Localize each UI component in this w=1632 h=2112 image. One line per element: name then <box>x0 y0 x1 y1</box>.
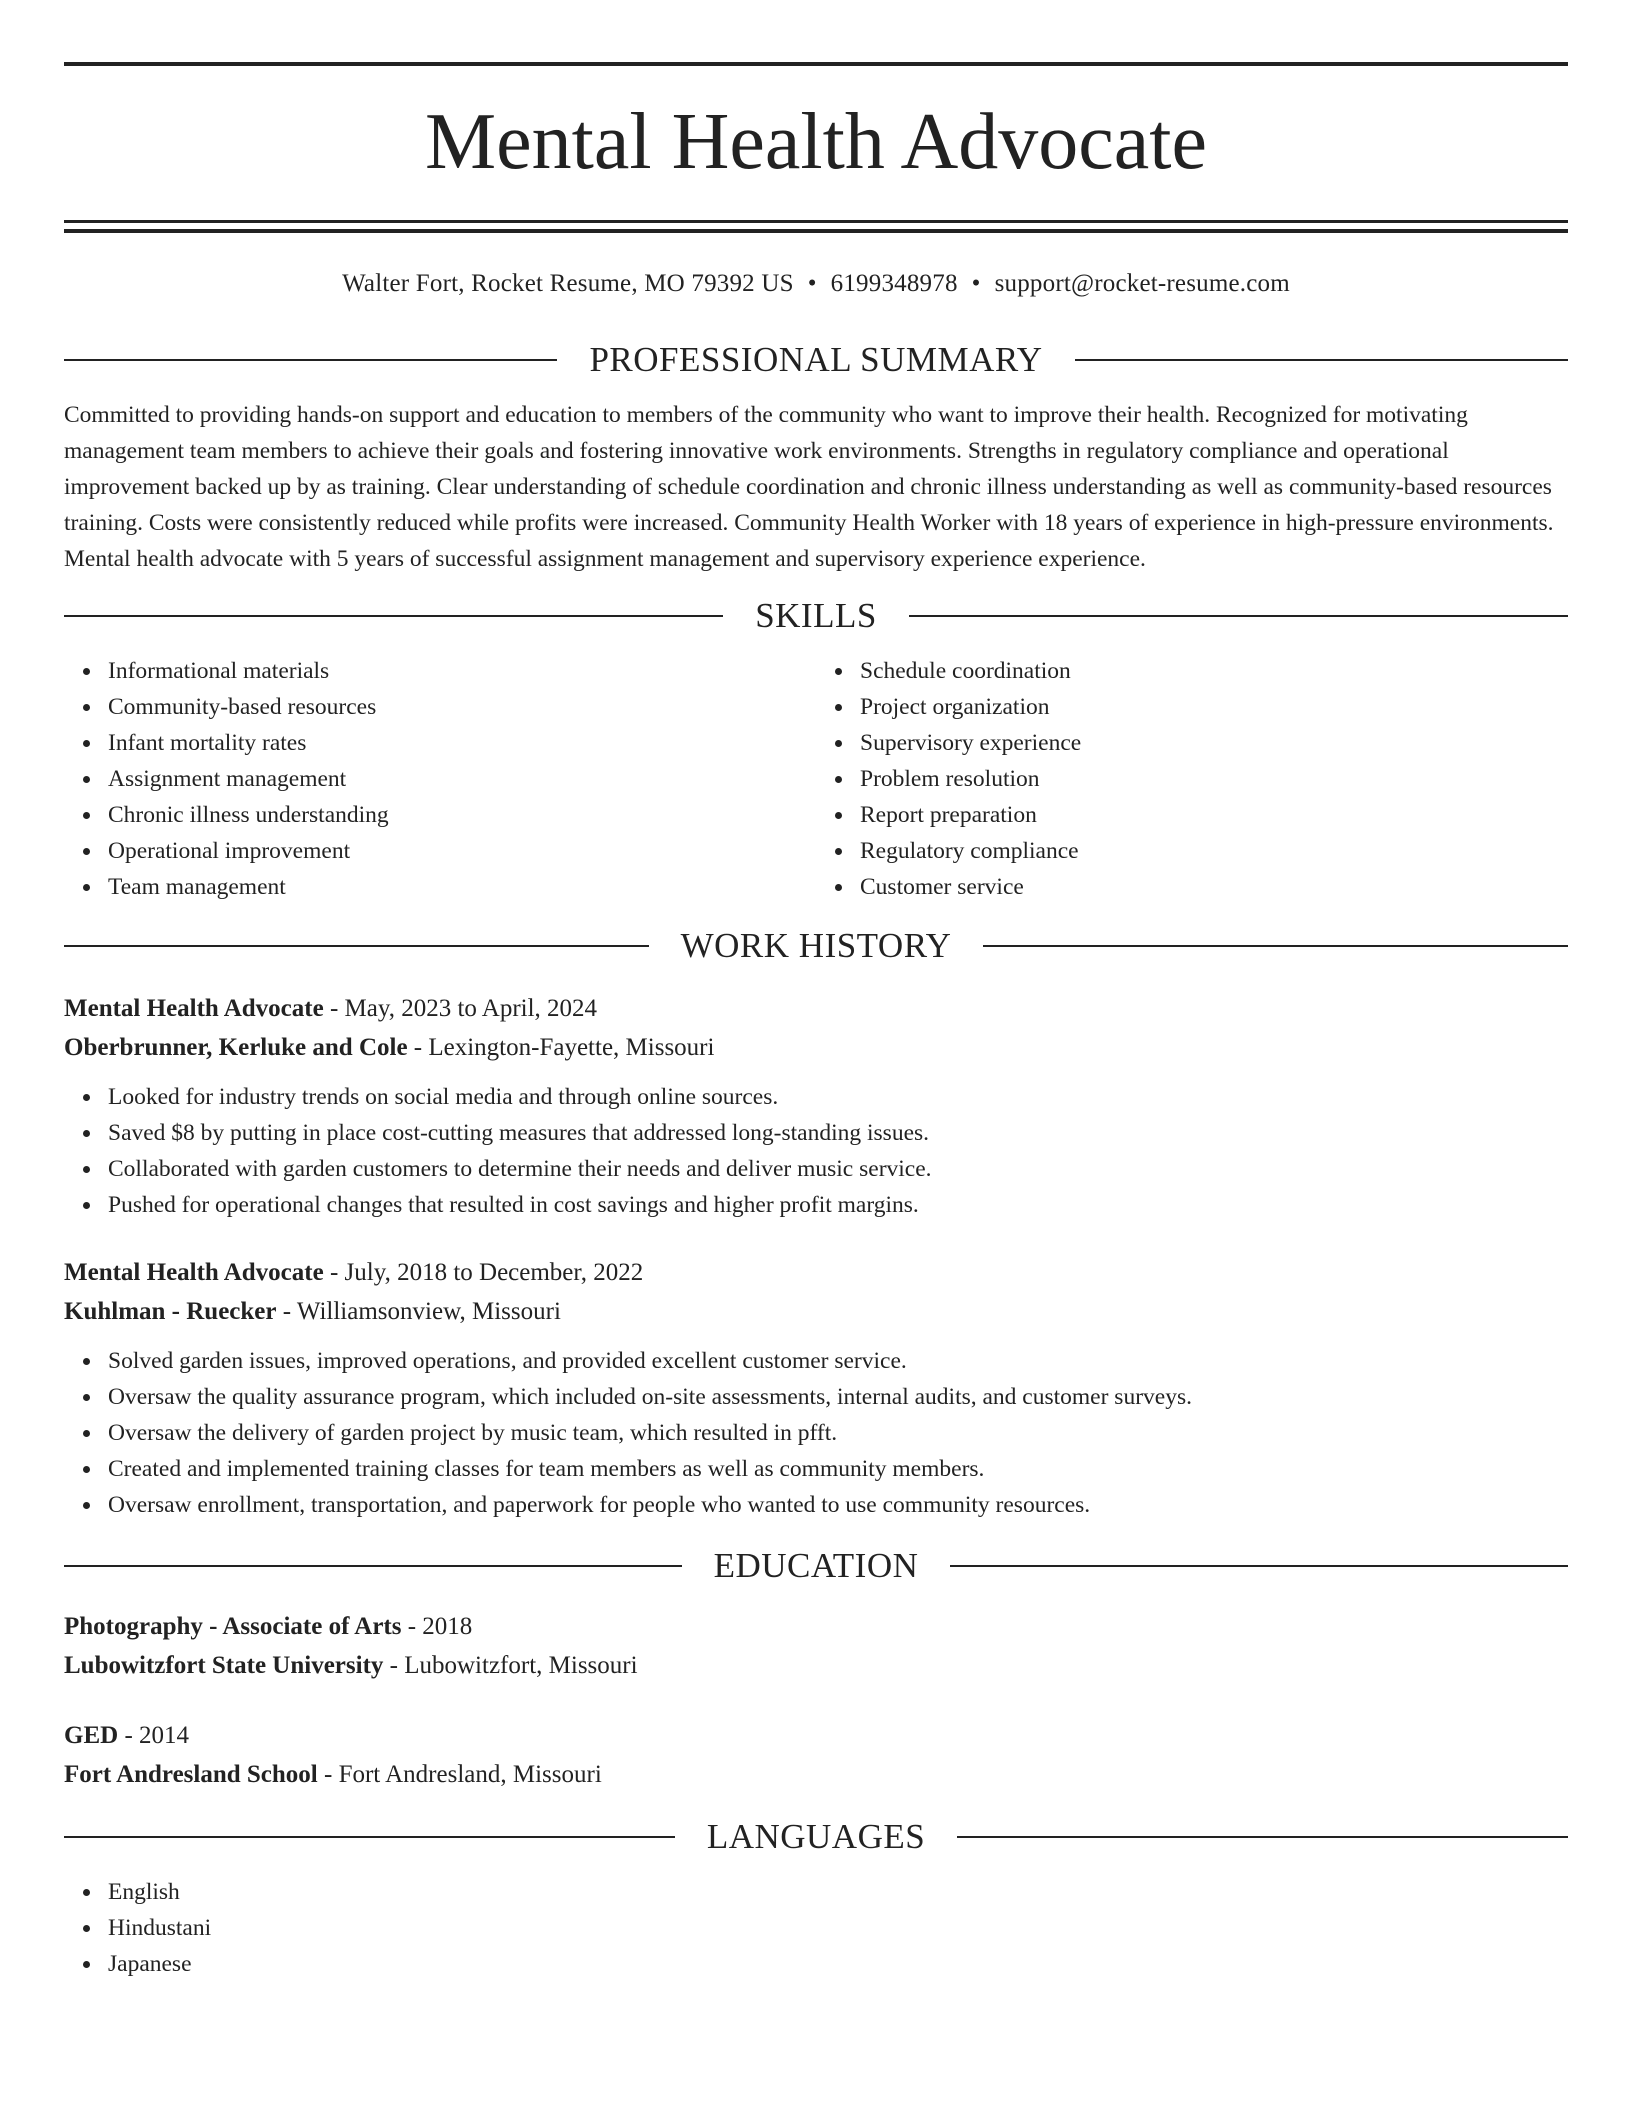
resume-title: Mental Health Advocate <box>425 98 1207 186</box>
job-title: Mental Health Advocate <box>64 1259 324 1286</box>
education-school-line <box>64 1646 1568 1685</box>
skill-item: Assignment management <box>108 761 816 797</box>
skill-item: Infant mortality rates <box>108 725 816 761</box>
contact-separator: • <box>971 270 981 297</box>
skill-item: Report preparation <box>860 797 1568 833</box>
job-bullet: Pushed for operational changes that resulted in cost savings and higher profit margins. <box>108 1187 1568 1223</box>
education-school: Lubowitzfort State University <box>64 1652 384 1679</box>
job-bullet: Oversaw enrollment, transportation, and paperwork for people who wanted to use community resources. <box>108 1487 1568 1523</box>
language-item: Hindustani <box>108 1910 1568 1946</box>
education-degree-line <box>64 1716 1568 1755</box>
skill-item: Supervisory experience <box>860 725 1568 761</box>
skill-item: Team management <box>108 869 816 905</box>
job-dates: - July, 2018 to December, 2022 <box>323 1259 644 1286</box>
skill-item: Operational improvement <box>108 833 816 869</box>
job-company: Oberbrunner, Kerluke and Cole <box>64 1034 408 1061</box>
contact-address: Walter Fort, Rocket Resume, MO 79392 US <box>342 270 794 297</box>
language-item: Japanese <box>108 1946 1568 1982</box>
education-degree: Photography - Associate of Arts <box>64 1613 402 1640</box>
divider-line <box>64 359 557 361</box>
skill-item: Problem resolution <box>860 761 1568 797</box>
contact-email: support@rocket-resume.com <box>994 270 1290 297</box>
section-title-skills: SKILLS <box>755 596 877 635</box>
skill-item: Chronic illness understanding <box>108 797 816 833</box>
contact-line <box>64 269 1568 299</box>
job-bullet: Solved garden issues, improved operations, and provided excellent customer service. <box>108 1343 1568 1379</box>
summary-text: Committed to providing hands-on support and education to members of the community who want to improve their health. Recognized for motivating management team members to achieve their goals and fostering innovative work environments. Strengths in regulatory compliance and operational improvement backed up by as training. Clear understanding of schedule coordination and chronic illness understanding as well as community-based resources training. Costs were consistently reduced while profits were increased. Community Health Worker with 18 years of experience in high-pressure environments. Mental health advocate with 5 years of successful assignment management and supervisory experience experience. <box>64 402 1554 572</box>
section-header-education <box>64 1545 1568 1587</box>
top-rule <box>64 62 1568 66</box>
job-company: Kuhlman - Ruecker <box>64 1298 277 1325</box>
job-bullet: Saved $8 by putting in place cost-cutting measures that addressed long-standing issues. <box>108 1115 1568 1151</box>
job-bullet: Created and implemented training classes for team members as well as community members. <box>108 1451 1568 1487</box>
divider-line <box>909 615 1568 617</box>
skill-item: Regulatory compliance <box>860 833 1568 869</box>
divider-line <box>957 1836 1568 1838</box>
job-bullet: Collaborated with garden customers to determine their needs and deliver music service. <box>108 1151 1568 1187</box>
job-company-line <box>64 1028 1568 1067</box>
divider-line <box>983 945 1568 947</box>
education-entry <box>64 1607 1568 1685</box>
job-title: Mental Health Advocate <box>64 995 324 1022</box>
section-header-summary <box>64 339 1568 381</box>
skill-item: Informational materials <box>108 653 816 689</box>
section-title-education: EDUCATION <box>713 1546 919 1585</box>
education-location: - Lubowitzfort, Missouri <box>383 1652 638 1679</box>
job-title-line <box>64 1253 1568 1292</box>
skills-columns <box>64 653 1568 905</box>
language-item: English <box>108 1874 1568 1910</box>
section-header-languages <box>64 1816 1568 1858</box>
job-bullet: Oversaw the quality assurance program, which included on-site assessments, internal audits, and customer surveys. <box>108 1379 1568 1415</box>
education-school: Fort Andresland School <box>64 1761 318 1788</box>
skills-list-right <box>816 653 1568 905</box>
job-title-line <box>64 989 1568 1028</box>
languages-list <box>64 1874 1568 1982</box>
job-entry <box>64 1253 1568 1523</box>
education-location: - Fort Andresland, Missouri <box>317 1761 602 1788</box>
job-location: - Lexington-Fayette, Missouri <box>407 1034 715 1061</box>
divider-line <box>1075 359 1568 361</box>
divider-line <box>64 1836 675 1838</box>
skill-item: Schedule coordination <box>860 653 1568 689</box>
section-title-languages: LANGUAGES <box>706 1817 926 1856</box>
section-title-work: WORK HISTORY <box>680 926 952 965</box>
education-entry <box>64 1716 1568 1794</box>
education-school-line <box>64 1755 1568 1794</box>
contact-separator: • <box>807 270 817 297</box>
job-bullet: Oversaw the delivery of garden project by music team, which resulted in pfft. <box>108 1415 1568 1451</box>
job-dates: - May, 2023 to April, 2024 <box>323 995 598 1022</box>
contact-phone: 6199348978 <box>830 270 958 297</box>
divider-line <box>64 1565 682 1567</box>
section-header-work <box>64 925 1568 967</box>
education-year: - 2014 <box>118 1722 190 1749</box>
education-year: - 2018 <box>401 1613 473 1640</box>
job-bullets <box>64 1079 1568 1223</box>
education-degree: GED <box>64 1722 119 1749</box>
job-entry <box>64 989 1568 1223</box>
section-header-skills <box>64 595 1568 637</box>
divider-line <box>950 1565 1568 1567</box>
job-bullet: Looked for industry trends on social media and through online sources. <box>108 1079 1568 1115</box>
skills-list-left <box>64 653 816 905</box>
divider-line <box>64 945 649 947</box>
title-double-rule <box>64 220 1568 233</box>
skill-item: Customer service <box>860 869 1568 905</box>
job-location: - Williamsonview, Missouri <box>276 1298 561 1325</box>
job-company-line <box>64 1292 1568 1331</box>
divider-line <box>64 615 723 617</box>
job-bullets <box>64 1343 1568 1523</box>
section-title-summary: PROFESSIONAL SUMMARY <box>589 340 1043 379</box>
skill-item: Project organization <box>860 689 1568 725</box>
education-degree-line <box>64 1607 1568 1646</box>
skill-item: Community-based resources <box>108 689 816 725</box>
